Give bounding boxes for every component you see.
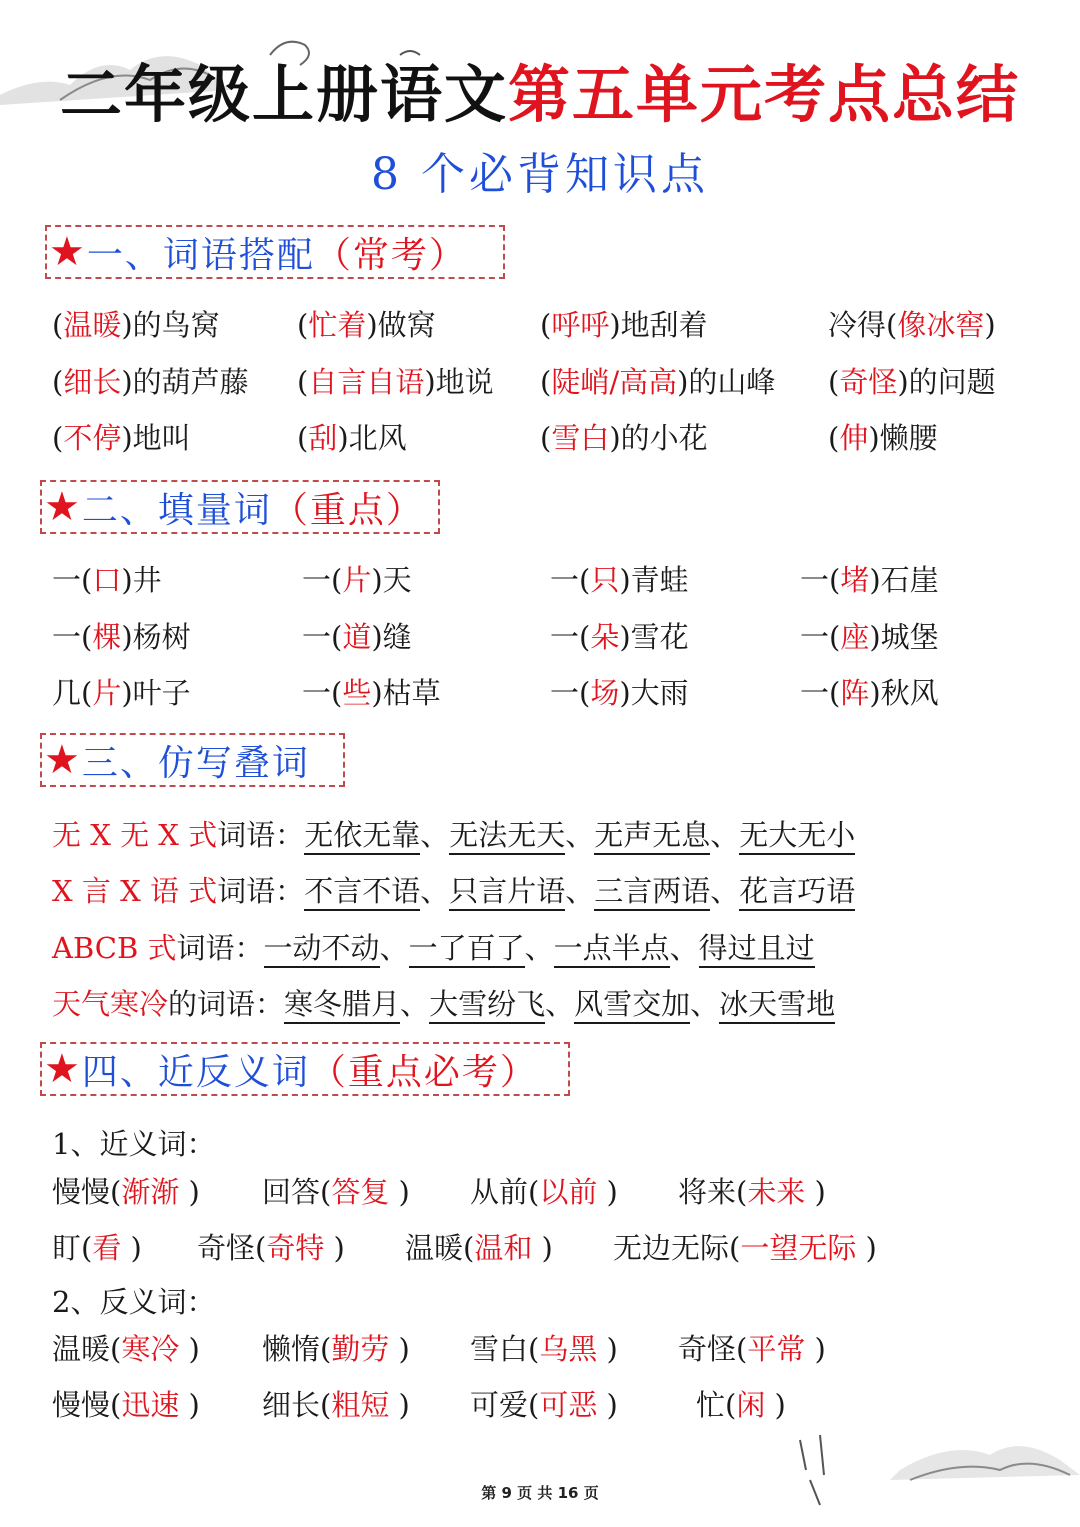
closing-paren: ) (121, 1231, 142, 1265)
item-suffix: )石崖 (869, 563, 939, 597)
section-label: 二、填量词 (81, 489, 272, 531)
closing-paren: ) (856, 1231, 877, 1265)
answer-text: 以前 (539, 1175, 598, 1209)
pattern-label: 无 X 无 X 式 (52, 818, 218, 852)
antonym-item (696, 1383, 786, 1424)
synonym-item (52, 1226, 142, 1267)
item-suffix: )北风 (337, 421, 407, 455)
base-word: 奇怪( (678, 1332, 748, 1366)
item-prefix: 几( (52, 676, 93, 710)
synonym-item (405, 1226, 553, 1267)
item-suffix: )雪花 (619, 620, 689, 654)
antonyms-title: 2、反义词： (52, 1285, 216, 1319)
answer-text: 雪白 (551, 421, 610, 455)
item-suffix: )叶子 (121, 676, 191, 710)
item-prefix: ( (297, 308, 309, 342)
item-prefix: 一( (302, 563, 343, 597)
reduplication-row (52, 869, 855, 910)
base-word: 雪白( (470, 1332, 540, 1366)
separator: 、 (524, 931, 554, 965)
separator: 、 (690, 987, 720, 1021)
base-word: 温暖( (405, 1231, 475, 1265)
answer-text: 闲 (736, 1388, 766, 1422)
example-word: 无法无天 (449, 818, 565, 855)
collocation-item (297, 360, 494, 401)
collocation-item (52, 303, 220, 344)
item-prefix: ( (828, 365, 840, 399)
title-part-black: 二年级上册语文 (59, 58, 508, 131)
antonym-item (52, 1327, 200, 1368)
section-header-measure-words (40, 480, 440, 534)
item-prefix: ( (297, 365, 309, 399)
separator: 、 (420, 818, 450, 852)
measure-word-item (800, 671, 939, 712)
base-word: 细长( (262, 1388, 332, 1422)
answer-text: 不停 (63, 421, 122, 455)
item-prefix: ( (52, 308, 64, 342)
collocation-item (52, 360, 249, 401)
antonym-item (262, 1383, 410, 1424)
item-prefix: 一( (800, 620, 841, 654)
answer-text: 阵 (840, 676, 870, 710)
example-word: 风雪交加 (574, 987, 690, 1024)
closing-paren: ) (324, 1231, 345, 1265)
base-word: 从前( (470, 1175, 540, 1209)
measure-word-item (550, 615, 689, 656)
answer-text: 只 (590, 563, 620, 597)
star-icon: ★ (49, 229, 85, 275)
closing-paren: ) (597, 1332, 618, 1366)
example-word: 无大无小 (739, 818, 855, 855)
page-title (0, 45, 1080, 134)
separator: 、 (669, 931, 699, 965)
antonym-item (52, 1383, 200, 1424)
example-word: 只言片语 (449, 874, 565, 911)
collocation-item (52, 416, 191, 457)
answer-text: 渐渐 (121, 1175, 180, 1209)
reduplication-row (52, 813, 855, 854)
synonym-item (470, 1170, 618, 1211)
answer-text: 一望无际 (740, 1231, 857, 1265)
answer-text: 未来 (747, 1175, 806, 1209)
item-suffix: )地叫 (121, 421, 191, 455)
title-part-red: 第五单元考点总结 (508, 58, 1021, 131)
pattern-label: 天气寒冷 (52, 987, 169, 1021)
separator: 、 (545, 987, 575, 1021)
item-prefix: ( (297, 421, 309, 455)
item-suffix: )的葫芦藤 (121, 365, 249, 399)
measure-word-item (52, 671, 191, 712)
closing-paren: ) (179, 1175, 200, 1209)
item-suffix: )的小花 (609, 421, 708, 455)
item-prefix: ( (540, 308, 552, 342)
pattern-suffix: 词语： (217, 818, 305, 852)
page-footer: 第 9 页 共 16 页 (481, 1484, 599, 1502)
item-prefix: 一( (52, 620, 93, 654)
example-word: 得过且过 (699, 931, 815, 968)
separator: 、 (420, 874, 450, 908)
closing-paren: ) (389, 1175, 410, 1209)
closing-paren: ) (805, 1332, 826, 1366)
measure-word-item (550, 558, 689, 599)
separator: 、 (379, 931, 409, 965)
answer-text: 乌黑 (539, 1332, 598, 1366)
section-header-collocations (45, 225, 505, 279)
section-note: （重点必考） (309, 1051, 538, 1093)
synonym-item (262, 1170, 410, 1211)
base-word: 慢慢( (52, 1175, 122, 1209)
separator: 、 (565, 818, 595, 852)
answer-text: 寒冷 (121, 1332, 180, 1366)
item-suffix: )懒腰 (868, 421, 938, 455)
example-word: 一动不动 (264, 931, 380, 968)
base-word: 懒惰( (262, 1332, 332, 1366)
example-word: 花言巧语 (739, 874, 855, 911)
answer-text: 奇特 (266, 1231, 325, 1265)
item-suffix: )枯草 (371, 676, 441, 710)
synonyms-title: 1、近义词： (52, 1127, 216, 1161)
example-word: 无声无息 (594, 818, 710, 855)
base-word: 忙( (696, 1388, 737, 1422)
item-suffix: ) (984, 308, 996, 342)
answer-text: 座 (840, 620, 870, 654)
closing-paren: ) (597, 1388, 618, 1422)
collocation-item (540, 360, 775, 401)
section-header-synonyms-antonyms (40, 1042, 570, 1096)
section-label: 三、仿写叠词 (81, 742, 310, 784)
answer-text: 像冰窖 (897, 308, 985, 342)
answer-text: 可恶 (539, 1388, 598, 1422)
item-suffix: )地说 (424, 365, 494, 399)
reduplication-row (52, 982, 835, 1023)
item-suffix: )做窝 (366, 308, 436, 342)
synonym-item (613, 1226, 877, 1267)
answer-text: 口 (92, 563, 122, 597)
pattern-suffix: 词语： (176, 931, 264, 965)
ink-mountain-decoration-bottom (780, 1420, 1080, 1520)
collocation-item (297, 303, 436, 344)
section-header-reduplication (40, 733, 345, 787)
item-prefix: ( (540, 421, 552, 455)
item-prefix: 一( (800, 676, 841, 710)
collocation-item (828, 303, 996, 344)
closing-paren: ) (765, 1388, 786, 1422)
separator: 、 (710, 818, 740, 852)
answer-text: 看 (92, 1231, 122, 1265)
base-word: 回答( (262, 1175, 332, 1209)
item-prefix: 一( (302, 620, 343, 654)
answer-text: 陡峭/高高 (551, 365, 678, 399)
closing-paren: ) (597, 1175, 618, 1209)
closing-paren: ) (805, 1175, 826, 1209)
closing-paren: ) (179, 1332, 200, 1366)
answer-text: 道 (342, 620, 372, 654)
item-suffix: )青蛙 (619, 563, 689, 597)
collocation-item (540, 416, 708, 457)
measure-word-item (550, 671, 689, 712)
base-word: 可爱( (470, 1388, 540, 1422)
measure-word-item (302, 558, 412, 599)
item-suffix: )缝 (371, 620, 412, 654)
item-prefix: 冷得( (828, 308, 898, 342)
item-suffix: )的鸟窝 (121, 308, 220, 342)
closing-paren: ) (179, 1388, 200, 1422)
closing-paren: ) (532, 1231, 553, 1265)
item-suffix: )城堡 (869, 620, 939, 654)
star-icon: ★ (44, 484, 80, 530)
item-prefix: 一( (800, 563, 841, 597)
answer-text: 自言自语 (308, 365, 425, 399)
section-label: 四、近反义词 (81, 1051, 310, 1093)
item-suffix: )天 (371, 563, 412, 597)
base-word: 将来( (678, 1175, 748, 1209)
base-word: 奇怪( (197, 1231, 267, 1265)
measure-word-item (302, 671, 441, 712)
star-icon: ★ (44, 737, 80, 783)
item-suffix: )秋风 (869, 676, 939, 710)
answer-text: 勤劳 (331, 1332, 390, 1366)
base-word: 温暖( (52, 1332, 122, 1366)
example-word: 大雪纷飞 (429, 987, 545, 1024)
antonym-item (262, 1327, 410, 1368)
answer-text: 温和 (474, 1231, 533, 1265)
example-word: 不言不语 (304, 874, 420, 911)
answer-text: 奇怪 (839, 365, 898, 399)
antonym-item (470, 1383, 618, 1424)
example-word: 一点半点 (554, 931, 670, 968)
pattern-label: ABCB 式 (52, 931, 177, 965)
example-word: 无依无靠 (304, 818, 420, 855)
answer-text: 片 (92, 676, 122, 710)
answer-text: 温暖 (63, 308, 122, 342)
measure-word-item (302, 615, 412, 656)
base-word: 无边无际( (613, 1231, 741, 1265)
page-subtitle: 8 个必背知识点 (371, 149, 709, 200)
base-word: 盯( (52, 1231, 93, 1265)
item-prefix: 一( (550, 620, 591, 654)
item-prefix: ( (828, 421, 840, 455)
measure-word-item (52, 615, 191, 656)
item-suffix: )的问题 (897, 365, 996, 399)
closing-paren: ) (389, 1332, 410, 1366)
item-suffix: )杨树 (121, 620, 191, 654)
answer-text: 细长 (63, 365, 122, 399)
section-note: （重点） (271, 489, 424, 531)
measure-word-item (800, 558, 939, 599)
collocation-item (540, 303, 708, 344)
pattern-label: X 言 X 语 式 (52, 874, 218, 908)
item-suffix: )地刮着 (609, 308, 708, 342)
answer-text: 忙着 (308, 308, 367, 342)
pattern-suffix: 的词语： (168, 987, 285, 1021)
example-word: 冰天雪地 (719, 987, 835, 1024)
item-prefix: 一( (52, 563, 93, 597)
collocation-item (297, 416, 407, 457)
collocation-item (828, 360, 996, 401)
pattern-suffix: 词语： (217, 874, 305, 908)
answer-text: 呼呼 (551, 308, 610, 342)
answer-text: 粗短 (331, 1388, 390, 1422)
answer-text: 场 (590, 676, 620, 710)
star-icon: ★ (44, 1046, 80, 1092)
reduplication-row (52, 926, 815, 967)
separator: 、 (710, 874, 740, 908)
item-suffix: )的山峰 (677, 365, 776, 399)
example-word: 寒冬腊月 (284, 987, 400, 1024)
example-word: 三言两语 (594, 874, 710, 911)
answer-text: 堵 (840, 563, 870, 597)
synonym-item (52, 1170, 200, 1211)
item-prefix: 一( (550, 563, 591, 597)
collocation-item (828, 416, 938, 457)
item-suffix: )井 (121, 563, 162, 597)
synonym-item (197, 1226, 345, 1267)
item-prefix: 一( (302, 676, 343, 710)
answer-text: 答复 (331, 1175, 390, 1209)
item-prefix: ( (540, 365, 552, 399)
answer-text: 刮 (308, 421, 338, 455)
closing-paren: ) (389, 1388, 410, 1422)
measure-word-item (52, 558, 162, 599)
antonym-item (470, 1327, 618, 1368)
antonym-item (678, 1327, 826, 1368)
answer-text: 迅速 (121, 1388, 180, 1422)
base-word: 慢慢( (52, 1388, 122, 1422)
example-word: 一了百了 (409, 931, 525, 968)
measure-word-item (800, 615, 939, 656)
answer-text: 朵 (590, 620, 620, 654)
section-note: （常考） (314, 234, 467, 276)
item-suffix: )大雨 (619, 676, 689, 710)
answer-text: 平常 (747, 1332, 806, 1366)
answer-text: 棵 (92, 620, 122, 654)
section-label: 一、词语搭配 (86, 234, 315, 276)
item-prefix: ( (52, 365, 64, 399)
item-prefix: 一( (550, 676, 591, 710)
separator: 、 (565, 874, 595, 908)
item-prefix: ( (52, 421, 64, 455)
synonym-item (678, 1170, 826, 1211)
separator: 、 (400, 987, 430, 1021)
answer-text: 些 (342, 676, 372, 710)
answer-text: 伸 (839, 421, 869, 455)
answer-text: 片 (342, 563, 372, 597)
